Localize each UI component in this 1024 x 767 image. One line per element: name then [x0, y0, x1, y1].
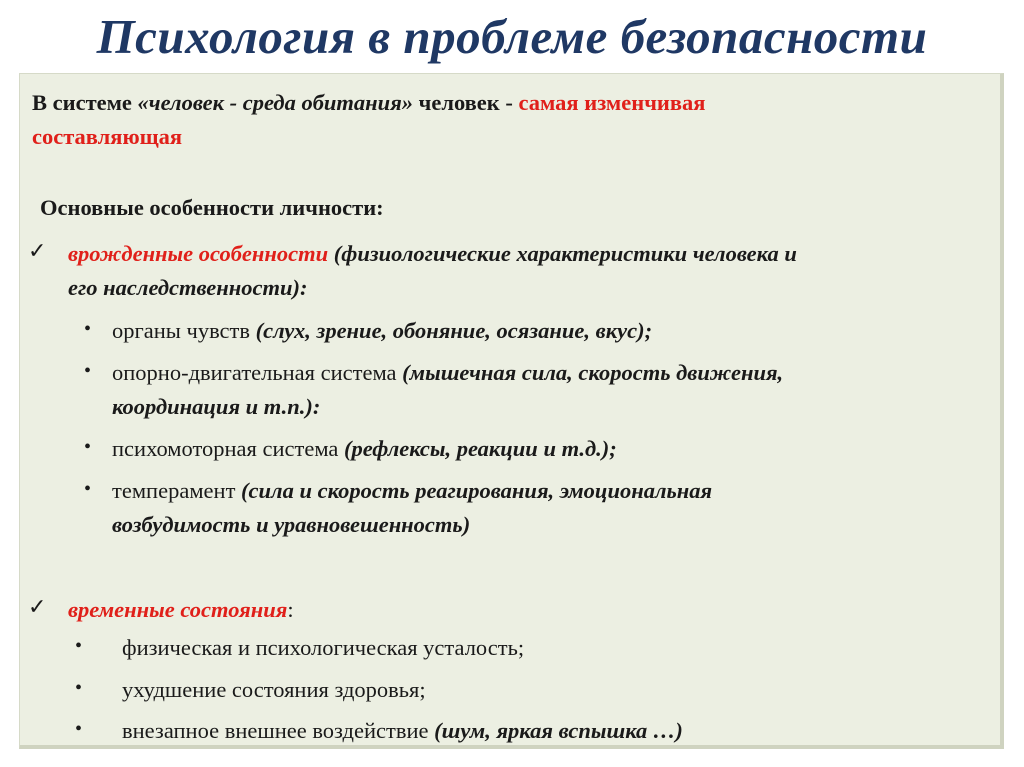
list-item-text: ухудшение состояния здоровья;: [122, 677, 426, 702]
section-heading: Основные особенности личности:: [40, 195, 384, 220]
list-item-detail: (рефлексы, реакции и т.д.);: [344, 436, 617, 461]
list-item-detail: (шум, яркая вспышка …): [434, 718, 683, 743]
list-item-text: психомоторная система: [112, 436, 345, 461]
list-item-text: темперамент: [112, 478, 242, 503]
section1-label: врожденные особенности: [68, 241, 329, 266]
checkmark-icon: ✓: [28, 239, 47, 264]
bullet-icon: •: [75, 718, 83, 740]
bullet-icon: •: [75, 635, 83, 657]
intro-line-2: составляющая: [32, 124, 183, 149]
bullet-icon: •: [84, 436, 92, 458]
list-item: [122, 713, 683, 748]
list-item: [122, 672, 426, 707]
section1-desc-1: (физиологические характеристики человека и: [328, 241, 797, 266]
intro-part-3: человек -: [413, 90, 519, 115]
section2-label: временные состояния: [68, 597, 288, 622]
slide-title: Психология в проблеме безопасности: [96, 9, 928, 64]
section2-suffix: :: [287, 597, 294, 622]
bullet-icon: •: [84, 478, 92, 500]
section1-line-1: [68, 236, 797, 271]
list-item-text: внезапное внешнее воздействие: [122, 718, 435, 743]
list-item: [112, 355, 783, 390]
bullet-icon: •: [84, 318, 92, 340]
list-item: [112, 313, 652, 348]
intro-highlight: самая изменчивая: [518, 90, 706, 115]
intro-part-1: В системе: [32, 90, 138, 115]
list-item-detail: (мышечная сила, скорость движения,: [402, 360, 784, 385]
intro-system-name: «человек - среда обитания»: [137, 90, 414, 115]
checkmark-icon: ✓: [28, 595, 47, 620]
list-item-detail-cont: возбудимость и уравновешенность): [112, 512, 471, 537]
section2-line: [68, 592, 294, 627]
section1-desc-2: его наследственности):: [68, 275, 308, 300]
list-item-detail: (слух, зрение, обоняние, осязание, вкус);: [255, 318, 653, 343]
list-item-detail: (сила и скорость реагирования, эмоциональная: [241, 478, 713, 503]
bullet-icon: •: [84, 360, 92, 382]
list-item-detail-cont: координация и т.п.):: [112, 394, 321, 419]
list-item-text: физическая и психологическая усталость;: [122, 635, 525, 660]
list-item-text: органы чувств: [112, 318, 256, 343]
list-item: [112, 473, 712, 508]
list-item: [112, 431, 617, 466]
list-item-text: опорно-двигательная система: [112, 360, 403, 385]
bullet-icon: •: [75, 677, 83, 699]
intro-line-1: [32, 85, 705, 120]
list-item: [122, 630, 524, 665]
